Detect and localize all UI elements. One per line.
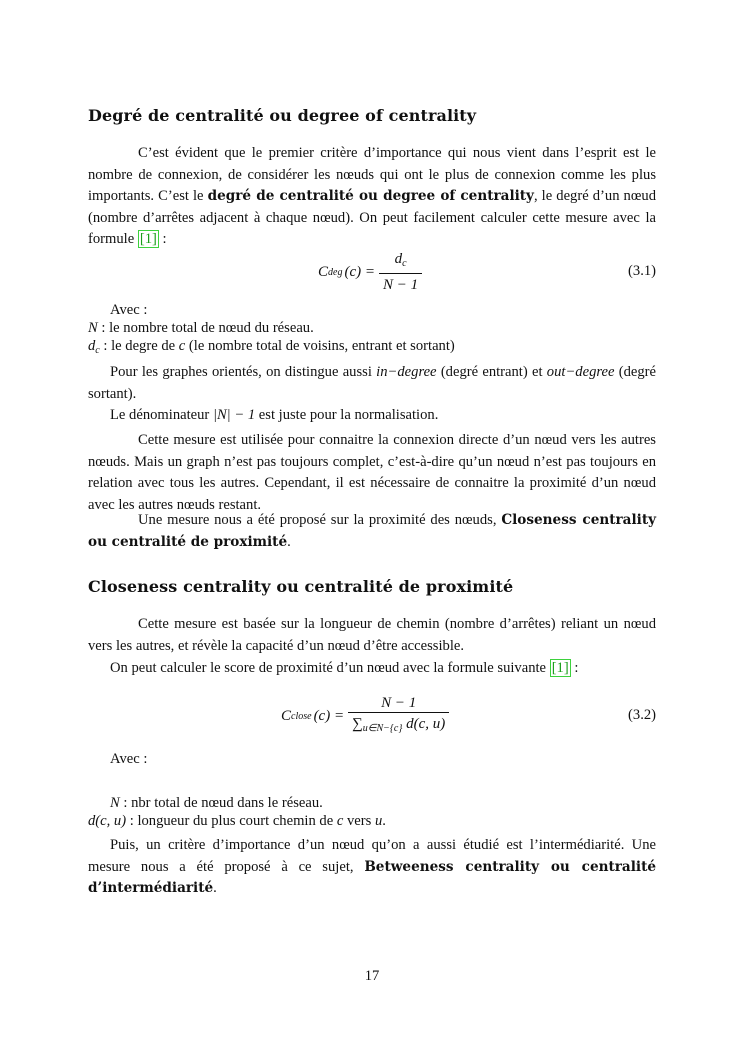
section-heading-degree: Degré de centralité ou degree of centrality — [88, 106, 477, 125]
definition-n: N : le nombre total de nœud du réseau. — [88, 320, 314, 336]
citation-link[interactable]: [1] — [139, 231, 157, 248]
bold-term: Closeness centrality ou centralité de proximité — [88, 512, 656, 550]
definition-dcu: d(c, u) : longueur du plus court chemin de c vers u. — [88, 813, 386, 829]
definition-dc: $d_c$ : le degre de c (le nombre total de voisins, entrant et sortant) — [88, 338, 455, 356]
paragraph-closeness-definition: Cette mesure est basée sur la longueur de chemin (nombre d’arrêtes) reliant un nœud vers les autres, et révèle la capacité d’un nœud d’être accessible. — [88, 616, 656, 654]
paragraph-betweenness-intro: Puis, un critère d’importance d’un nœud qu’on a aussi étudié est l’intermédiarité. Une mesure nous a été proposé à ce sujet, Betweeness centrality ou centralité d’intermédiarité. — [88, 837, 656, 897]
equation-number: (3.1) — [628, 263, 656, 279]
paragraph-degree-intro: C’est évident que le premier critère d’importance qui nous vient dans l’esprit est le nombre de connexion, de considérer les nœuds qui ont le plus de connexion comme les plus importants. C’est le degré de centralité ou degree of centrality, le degré d’un nœud (nombre d’arrêtes adjacent à chaque nœud). On peut facilement calculer cette mesure avec la formule [1] : — [88, 145, 656, 248]
fraction: $\frac{N - 1}{\sum_{u\in N-\{c\}} d(c, u)}$ — [348, 694, 449, 738]
fraction: $\frac{d_c}{N - 1}$ — [379, 250, 422, 294]
paragraph-closeness-intro: Une mesure nous a été proposé sur la proximité des nœuds, Closeness centrality ou centralité de proximité. — [88, 512, 656, 550]
definition-n: N : nbr total de nœud dans le réseau. — [110, 795, 323, 811]
equation-3-1: C deg (c) = $\frac{d_c}{N - 1}$ (3.1) — [318, 251, 656, 293]
equation-3-2: C close (c) = $\frac{N - 1}{\sum_{u\in N-\{c\}} d(c, u)}$ (3.2) — [88, 694, 656, 738]
avec-label: Avec : — [110, 302, 148, 318]
bold-term: Betweeness centrality ou centralité d’intermédiarité — [88, 858, 656, 897]
paragraph-oriented-graphs: Pour les graphes orientés, on distingue aussi in−degree (degré entrant) et out−degree (degré sortant). — [88, 364, 657, 402]
paragraph-measure-usage: Cette mesure est utilisée pour connaitre la connexion directe d’un nœud vers les autres nœuds. Mais un graph n’est pas toujours complet, c’est-à-dire qu’un nœud n’est pas toujours en relation avec tous les autres. Cependant, il est nécessaire de connaitre la proximité d’un nœud avec les autres nœuds restant. — [88, 432, 656, 513]
paragraph-formula-intro: On peut calculer le score de proximité d’un nœud avec la formule suivante [1] : — [110, 660, 579, 676]
page-number: 17 — [364, 968, 380, 984]
section-heading-closeness: Closeness centrality ou centralité de proximité — [88, 577, 514, 596]
paragraph-denominator: Le dénominateur |N| − 1 est juste pour la normalisation. — [110, 407, 439, 423]
avec-label: Avec : — [110, 751, 148, 767]
equation-number: (3.2) — [628, 707, 656, 723]
citation-link[interactable]: [1] — [551, 660, 569, 676]
bold-term: degré de centralité ou degree of centrality — [207, 188, 534, 205]
